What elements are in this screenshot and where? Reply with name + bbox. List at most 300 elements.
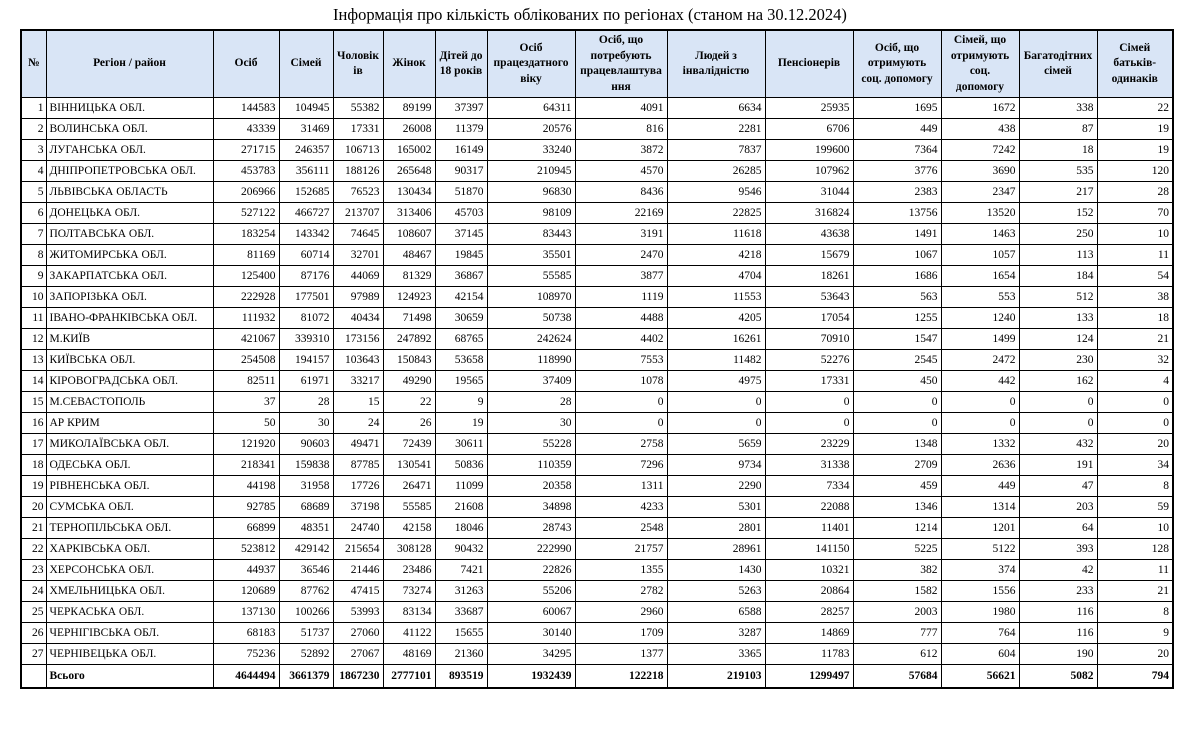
region-name-cell: КІРОВОГРАДСЬКА ОБЛ. xyxy=(46,371,213,392)
value-cell: 21 xyxy=(1097,329,1173,350)
value-cell: 2782 xyxy=(575,581,667,602)
region-name-cell: ПОЛТАВСЬКА ОБЛ. xyxy=(46,224,213,245)
value-cell: 87762 xyxy=(279,581,333,602)
value-cell: 41122 xyxy=(383,623,435,644)
value-cell: 16149 xyxy=(435,140,487,161)
value-cell: 271715 xyxy=(213,140,279,161)
value-cell: 42158 xyxy=(383,518,435,539)
table-row xyxy=(21,182,1173,203)
value-cell: 53658 xyxy=(435,350,487,371)
value-cell: 0 xyxy=(765,413,853,434)
value-cell: 49290 xyxy=(383,371,435,392)
row-number-cell: 23 xyxy=(21,560,46,581)
value-cell: 190 xyxy=(1019,644,1097,665)
region-name-cell: ОДЕСЬКА ОБЛ. xyxy=(46,455,213,476)
value-cell: 100266 xyxy=(279,602,333,623)
value-cell: 141150 xyxy=(765,539,853,560)
value-cell: 152 xyxy=(1019,203,1097,224)
value-cell: 144583 xyxy=(213,98,279,119)
value-cell: 2003 xyxy=(853,602,941,623)
row-number-cell: 14 xyxy=(21,371,46,392)
value-cell: 0 xyxy=(1097,413,1173,434)
value-cell: 70910 xyxy=(765,329,853,350)
value-cell: 1201 xyxy=(941,518,1019,539)
value-cell: 215654 xyxy=(333,539,383,560)
row-number-cell: 17 xyxy=(21,434,46,455)
value-cell: 21757 xyxy=(575,539,667,560)
value-cell: 338 xyxy=(1019,98,1097,119)
value-cell: 2470 xyxy=(575,245,667,266)
region-name-cell: МИКОЛАЇВСЬКА ОБЛ. xyxy=(46,434,213,455)
row-number-cell: 25 xyxy=(21,602,46,623)
region-name-cell: ХЕРСОНСЬКА ОБЛ. xyxy=(46,560,213,581)
value-cell: 17054 xyxy=(765,308,853,329)
value-cell: 25935 xyxy=(765,98,853,119)
value-cell: 553 xyxy=(941,287,1019,308)
column-header: Чоловіків xyxy=(333,30,383,98)
value-cell: 222928 xyxy=(213,287,279,308)
value-cell: 2758 xyxy=(575,434,667,455)
column-header: Багатодітних сімей xyxy=(1019,30,1097,98)
value-cell: 4091 xyxy=(575,98,667,119)
row-number-cell: 12 xyxy=(21,329,46,350)
value-cell: 165002 xyxy=(383,140,435,161)
value-cell: 49471 xyxy=(333,434,383,455)
value-cell: 438 xyxy=(941,119,1019,140)
value-cell: 30140 xyxy=(487,623,575,644)
value-cell: 118990 xyxy=(487,350,575,371)
value-cell: 1491 xyxy=(853,224,941,245)
value-cell: 116 xyxy=(1019,602,1097,623)
value-cell: 30611 xyxy=(435,434,487,455)
value-cell: 59 xyxy=(1097,497,1173,518)
value-cell: 17331 xyxy=(333,119,383,140)
table-row xyxy=(21,308,1173,329)
row-number-cell: 20 xyxy=(21,497,46,518)
column-header: Осіб, що отримують соц. допомогу xyxy=(853,30,941,98)
value-cell: 108970 xyxy=(487,287,575,308)
value-cell: 83134 xyxy=(383,602,435,623)
value-cell: 55206 xyxy=(487,581,575,602)
value-cell: 0 xyxy=(667,413,765,434)
row-number-cell: 24 xyxy=(21,581,46,602)
value-cell: 4205 xyxy=(667,308,765,329)
value-cell: 111932 xyxy=(213,308,279,329)
value-cell: 2383 xyxy=(853,182,941,203)
value-cell: 3365 xyxy=(667,644,765,665)
value-cell: 9546 xyxy=(667,182,765,203)
value-cell: 37 xyxy=(213,392,279,413)
value-cell: 37145 xyxy=(435,224,487,245)
value-cell: 11618 xyxy=(667,224,765,245)
total-value-cell: 3661379 xyxy=(279,665,333,688)
table-header xyxy=(21,30,1173,98)
value-cell: 30 xyxy=(279,413,333,434)
value-cell: 246357 xyxy=(279,140,333,161)
value-cell: 35501 xyxy=(487,245,575,266)
value-cell: 31263 xyxy=(435,581,487,602)
value-cell: 5263 xyxy=(667,581,765,602)
value-cell: 0 xyxy=(1097,392,1173,413)
value-cell: 429142 xyxy=(279,539,333,560)
value-cell: 4488 xyxy=(575,308,667,329)
column-header: Дітей до 18 років xyxy=(435,30,487,98)
value-cell: 90603 xyxy=(279,434,333,455)
value-cell: 764 xyxy=(941,623,1019,644)
value-cell: 152685 xyxy=(279,182,333,203)
value-cell: 203 xyxy=(1019,497,1097,518)
value-cell: 5225 xyxy=(853,539,941,560)
value-cell: 230 xyxy=(1019,350,1097,371)
value-cell: 21446 xyxy=(333,560,383,581)
value-cell: 22088 xyxy=(765,497,853,518)
value-cell: 113 xyxy=(1019,245,1097,266)
value-cell: 37409 xyxy=(487,371,575,392)
value-cell: 44069 xyxy=(333,266,383,287)
row-number-cell: 11 xyxy=(21,308,46,329)
value-cell: 87785 xyxy=(333,455,383,476)
value-cell: 11783 xyxy=(765,644,853,665)
value-cell: 21 xyxy=(1097,581,1173,602)
region-name-cell: ХАРКІВСЬКА ОБЛ. xyxy=(46,539,213,560)
total-value-cell: 1299497 xyxy=(765,665,853,688)
value-cell: 28 xyxy=(487,392,575,413)
row-number-cell: 1 xyxy=(21,98,46,119)
value-cell: 0 xyxy=(765,392,853,413)
value-cell: 1980 xyxy=(941,602,1019,623)
value-cell: 98109 xyxy=(487,203,575,224)
value-cell: 44937 xyxy=(213,560,279,581)
column-header: Осіб xyxy=(213,30,279,98)
value-cell: 316824 xyxy=(765,203,853,224)
value-cell: 120 xyxy=(1097,161,1173,182)
value-cell: 612 xyxy=(853,644,941,665)
value-cell: 7242 xyxy=(941,140,1019,161)
region-name-cell: ЧЕРНІВЕЦЬКА ОБЛ. xyxy=(46,644,213,665)
value-cell: 13520 xyxy=(941,203,1019,224)
value-cell: 1654 xyxy=(941,266,1019,287)
region-name-cell: ВІННИЦЬКА ОБЛ. xyxy=(46,98,213,119)
value-cell: 22 xyxy=(383,392,435,413)
region-name-cell: ЗАКАРПАТСЬКА ОБЛ. xyxy=(46,266,213,287)
value-cell: 52892 xyxy=(279,644,333,665)
value-cell: 31338 xyxy=(765,455,853,476)
value-cell: 27067 xyxy=(333,644,383,665)
value-cell: 87176 xyxy=(279,266,333,287)
region-name-cell: ЧЕРНІГІВСЬКА ОБЛ. xyxy=(46,623,213,644)
value-cell: 308128 xyxy=(383,539,435,560)
value-cell: 4975 xyxy=(667,371,765,392)
value-cell: 247892 xyxy=(383,329,435,350)
value-cell: 4218 xyxy=(667,245,765,266)
value-cell: 106713 xyxy=(333,140,383,161)
value-cell: 32701 xyxy=(333,245,383,266)
value-cell: 11379 xyxy=(435,119,487,140)
value-cell: 2636 xyxy=(941,455,1019,476)
value-cell: 43638 xyxy=(765,224,853,245)
value-cell: 23229 xyxy=(765,434,853,455)
value-cell: 33240 xyxy=(487,140,575,161)
value-cell: 1314 xyxy=(941,497,1019,518)
value-cell: 34898 xyxy=(487,497,575,518)
value-cell: 103643 xyxy=(333,350,383,371)
value-cell: 33687 xyxy=(435,602,487,623)
region-name-cell: ЛУГАНСЬКА ОБЛ. xyxy=(46,140,213,161)
value-cell: 20864 xyxy=(765,581,853,602)
table-row xyxy=(21,644,1173,665)
table-row xyxy=(21,245,1173,266)
value-cell: 0 xyxy=(941,392,1019,413)
table-row xyxy=(21,539,1173,560)
value-cell: 7553 xyxy=(575,350,667,371)
total-value-cell: 1867230 xyxy=(333,665,383,688)
value-cell: 453783 xyxy=(213,161,279,182)
value-cell: 5122 xyxy=(941,539,1019,560)
value-cell: 2548 xyxy=(575,518,667,539)
value-cell: 68183 xyxy=(213,623,279,644)
value-cell: 1709 xyxy=(575,623,667,644)
value-cell: 162 xyxy=(1019,371,1097,392)
value-cell: 11553 xyxy=(667,287,765,308)
value-cell: 3776 xyxy=(853,161,941,182)
value-cell: 8436 xyxy=(575,182,667,203)
value-cell: 150843 xyxy=(383,350,435,371)
row-number-cell: 10 xyxy=(21,287,46,308)
value-cell: 449 xyxy=(941,476,1019,497)
value-cell: 60714 xyxy=(279,245,333,266)
table-row xyxy=(21,602,1173,623)
value-cell: 2472 xyxy=(941,350,1019,371)
total-row xyxy=(21,665,1173,688)
column-header: Сімей xyxy=(279,30,333,98)
value-cell: 130434 xyxy=(383,182,435,203)
value-cell: 1311 xyxy=(575,476,667,497)
value-cell: 393 xyxy=(1019,539,1097,560)
value-cell: 48351 xyxy=(279,518,333,539)
value-cell: 374 xyxy=(941,560,1019,581)
row-number-cell: 9 xyxy=(21,266,46,287)
table-header-row xyxy=(21,30,1173,98)
value-cell: 3191 xyxy=(575,224,667,245)
total-label: Всього xyxy=(46,665,213,688)
value-cell: 0 xyxy=(853,413,941,434)
total-value-cell: 219103 xyxy=(667,665,765,688)
value-cell: 3877 xyxy=(575,266,667,287)
value-cell: 191 xyxy=(1019,455,1097,476)
value-cell: 527122 xyxy=(213,203,279,224)
value-cell: 4704 xyxy=(667,266,765,287)
value-cell: 15655 xyxy=(435,623,487,644)
value-cell: 1547 xyxy=(853,329,941,350)
value-cell: 28 xyxy=(279,392,333,413)
region-name-cell: ЛЬВІВСЬКА ОБЛАСТЬ xyxy=(46,182,213,203)
value-cell: 74645 xyxy=(333,224,383,245)
value-cell: 4 xyxy=(1097,371,1173,392)
value-cell: 14869 xyxy=(765,623,853,644)
value-cell: 1582 xyxy=(853,581,941,602)
value-cell: 36546 xyxy=(279,560,333,581)
value-cell: 50738 xyxy=(487,308,575,329)
value-cell: 54 xyxy=(1097,266,1173,287)
value-cell: 3690 xyxy=(941,161,1019,182)
value-cell: 26 xyxy=(383,413,435,434)
row-number-cell: 5 xyxy=(21,182,46,203)
table-row xyxy=(21,434,1173,455)
value-cell: 18261 xyxy=(765,266,853,287)
value-cell: 450 xyxy=(853,371,941,392)
value-cell: 233 xyxy=(1019,581,1097,602)
value-cell: 97989 xyxy=(333,287,383,308)
value-cell: 104945 xyxy=(279,98,333,119)
value-cell: 19565 xyxy=(435,371,487,392)
value-cell: 1255 xyxy=(853,308,941,329)
value-cell: 199600 xyxy=(765,140,853,161)
value-cell: 28257 xyxy=(765,602,853,623)
row-number-cell: 15 xyxy=(21,392,46,413)
value-cell: 125400 xyxy=(213,266,279,287)
value-cell: 11482 xyxy=(667,350,765,371)
value-cell: 1463 xyxy=(941,224,1019,245)
region-name-cell: ЧЕРКАСЬКА ОБЛ. xyxy=(46,602,213,623)
value-cell: 50836 xyxy=(435,455,487,476)
value-cell: 10 xyxy=(1097,224,1173,245)
value-cell: 9734 xyxy=(667,455,765,476)
value-cell: 4233 xyxy=(575,497,667,518)
value-cell: 6588 xyxy=(667,602,765,623)
value-cell: 0 xyxy=(1019,392,1097,413)
value-cell: 72439 xyxy=(383,434,435,455)
value-cell: 19 xyxy=(1097,119,1173,140)
table-row xyxy=(21,329,1173,350)
value-cell: 173156 xyxy=(333,329,383,350)
value-cell: 87 xyxy=(1019,119,1097,140)
value-cell: 42 xyxy=(1019,560,1097,581)
value-cell: 128 xyxy=(1097,539,1173,560)
region-name-cell: ЖИТОМИРСЬКА ОБЛ. xyxy=(46,245,213,266)
row-number-cell: 7 xyxy=(21,224,46,245)
column-header: Осіб працездатного віку xyxy=(487,30,575,98)
value-cell: 48467 xyxy=(383,245,435,266)
value-cell: 159838 xyxy=(279,455,333,476)
value-cell: 442 xyxy=(941,371,1019,392)
value-cell: 19 xyxy=(435,413,487,434)
region-name-cell: СУМСЬКА ОБЛ. xyxy=(46,497,213,518)
value-cell: 70 xyxy=(1097,203,1173,224)
value-cell: 0 xyxy=(1019,413,1097,434)
value-cell: 13756 xyxy=(853,203,941,224)
value-cell: 523812 xyxy=(213,539,279,560)
value-cell: 43339 xyxy=(213,119,279,140)
column-header: Пенсіонерів xyxy=(765,30,853,98)
value-cell: 81329 xyxy=(383,266,435,287)
value-cell: 0 xyxy=(941,413,1019,434)
value-cell: 563 xyxy=(853,287,941,308)
value-cell: 130541 xyxy=(383,455,435,476)
value-cell: 19845 xyxy=(435,245,487,266)
value-cell: 89199 xyxy=(383,98,435,119)
table-row xyxy=(21,497,1173,518)
value-cell: 10321 xyxy=(765,560,853,581)
value-cell: 8 xyxy=(1097,476,1173,497)
value-cell: 31469 xyxy=(279,119,333,140)
row-number-cell: 27 xyxy=(21,644,46,665)
value-cell: 8 xyxy=(1097,602,1173,623)
value-cell: 20 xyxy=(1097,434,1173,455)
region-name-cell: КИЇВСЬКА ОБЛ. xyxy=(46,350,213,371)
value-cell: 27060 xyxy=(333,623,383,644)
value-cell: 92785 xyxy=(213,497,279,518)
table-row xyxy=(21,161,1173,182)
value-cell: 313406 xyxy=(383,203,435,224)
total-value-cell: 56621 xyxy=(941,665,1019,688)
column-header: Сімей батьків-одинаків xyxy=(1097,30,1173,98)
value-cell: 6634 xyxy=(667,98,765,119)
row-number-cell: 2 xyxy=(21,119,46,140)
table-row xyxy=(21,266,1173,287)
value-cell: 11 xyxy=(1097,245,1173,266)
table-row xyxy=(21,224,1173,245)
value-cell: 421067 xyxy=(213,329,279,350)
value-cell: 64 xyxy=(1019,518,1097,539)
value-cell: 16261 xyxy=(667,329,765,350)
total-value-cell: 5082 xyxy=(1019,665,1097,688)
value-cell: 1686 xyxy=(853,266,941,287)
table-row xyxy=(21,581,1173,602)
value-cell: 38 xyxy=(1097,287,1173,308)
value-cell: 21360 xyxy=(435,644,487,665)
table-footer xyxy=(21,665,1173,688)
column-header: Людей з інвалідністю xyxy=(667,30,765,98)
value-cell: 2281 xyxy=(667,119,765,140)
value-cell: 81072 xyxy=(279,308,333,329)
value-cell: 21608 xyxy=(435,497,487,518)
row-number-cell: 3 xyxy=(21,140,46,161)
value-cell: 459 xyxy=(853,476,941,497)
value-cell: 242624 xyxy=(487,329,575,350)
value-cell: 218341 xyxy=(213,455,279,476)
table-row xyxy=(21,413,1173,434)
value-cell: 37198 xyxy=(333,497,383,518)
value-cell: 15679 xyxy=(765,245,853,266)
value-cell: 1355 xyxy=(575,560,667,581)
value-cell: 184 xyxy=(1019,266,1097,287)
value-cell: 82511 xyxy=(213,371,279,392)
value-cell: 64311 xyxy=(487,98,575,119)
row-number-cell: 16 xyxy=(21,413,46,434)
value-cell: 1057 xyxy=(941,245,1019,266)
region-name-cell: ДНІПРОПЕТРОВСЬКА ОБЛ. xyxy=(46,161,213,182)
value-cell: 124 xyxy=(1019,329,1097,350)
value-cell: 1348 xyxy=(853,434,941,455)
value-cell: 3872 xyxy=(575,140,667,161)
total-empty-cell xyxy=(21,665,46,688)
total-value-cell: 122218 xyxy=(575,665,667,688)
table-row xyxy=(21,119,1173,140)
value-cell: 254508 xyxy=(213,350,279,371)
value-cell: 22 xyxy=(1097,98,1173,119)
value-cell: 20358 xyxy=(487,476,575,497)
value-cell: 28743 xyxy=(487,518,575,539)
row-number-cell: 4 xyxy=(21,161,46,182)
value-cell: 33217 xyxy=(333,371,383,392)
value-cell: 26285 xyxy=(667,161,765,182)
value-cell: 26471 xyxy=(383,476,435,497)
total-value-cell: 57684 xyxy=(853,665,941,688)
value-cell: 217 xyxy=(1019,182,1097,203)
row-number-cell: 22 xyxy=(21,539,46,560)
value-cell: 47 xyxy=(1019,476,1097,497)
value-cell: 206966 xyxy=(213,182,279,203)
